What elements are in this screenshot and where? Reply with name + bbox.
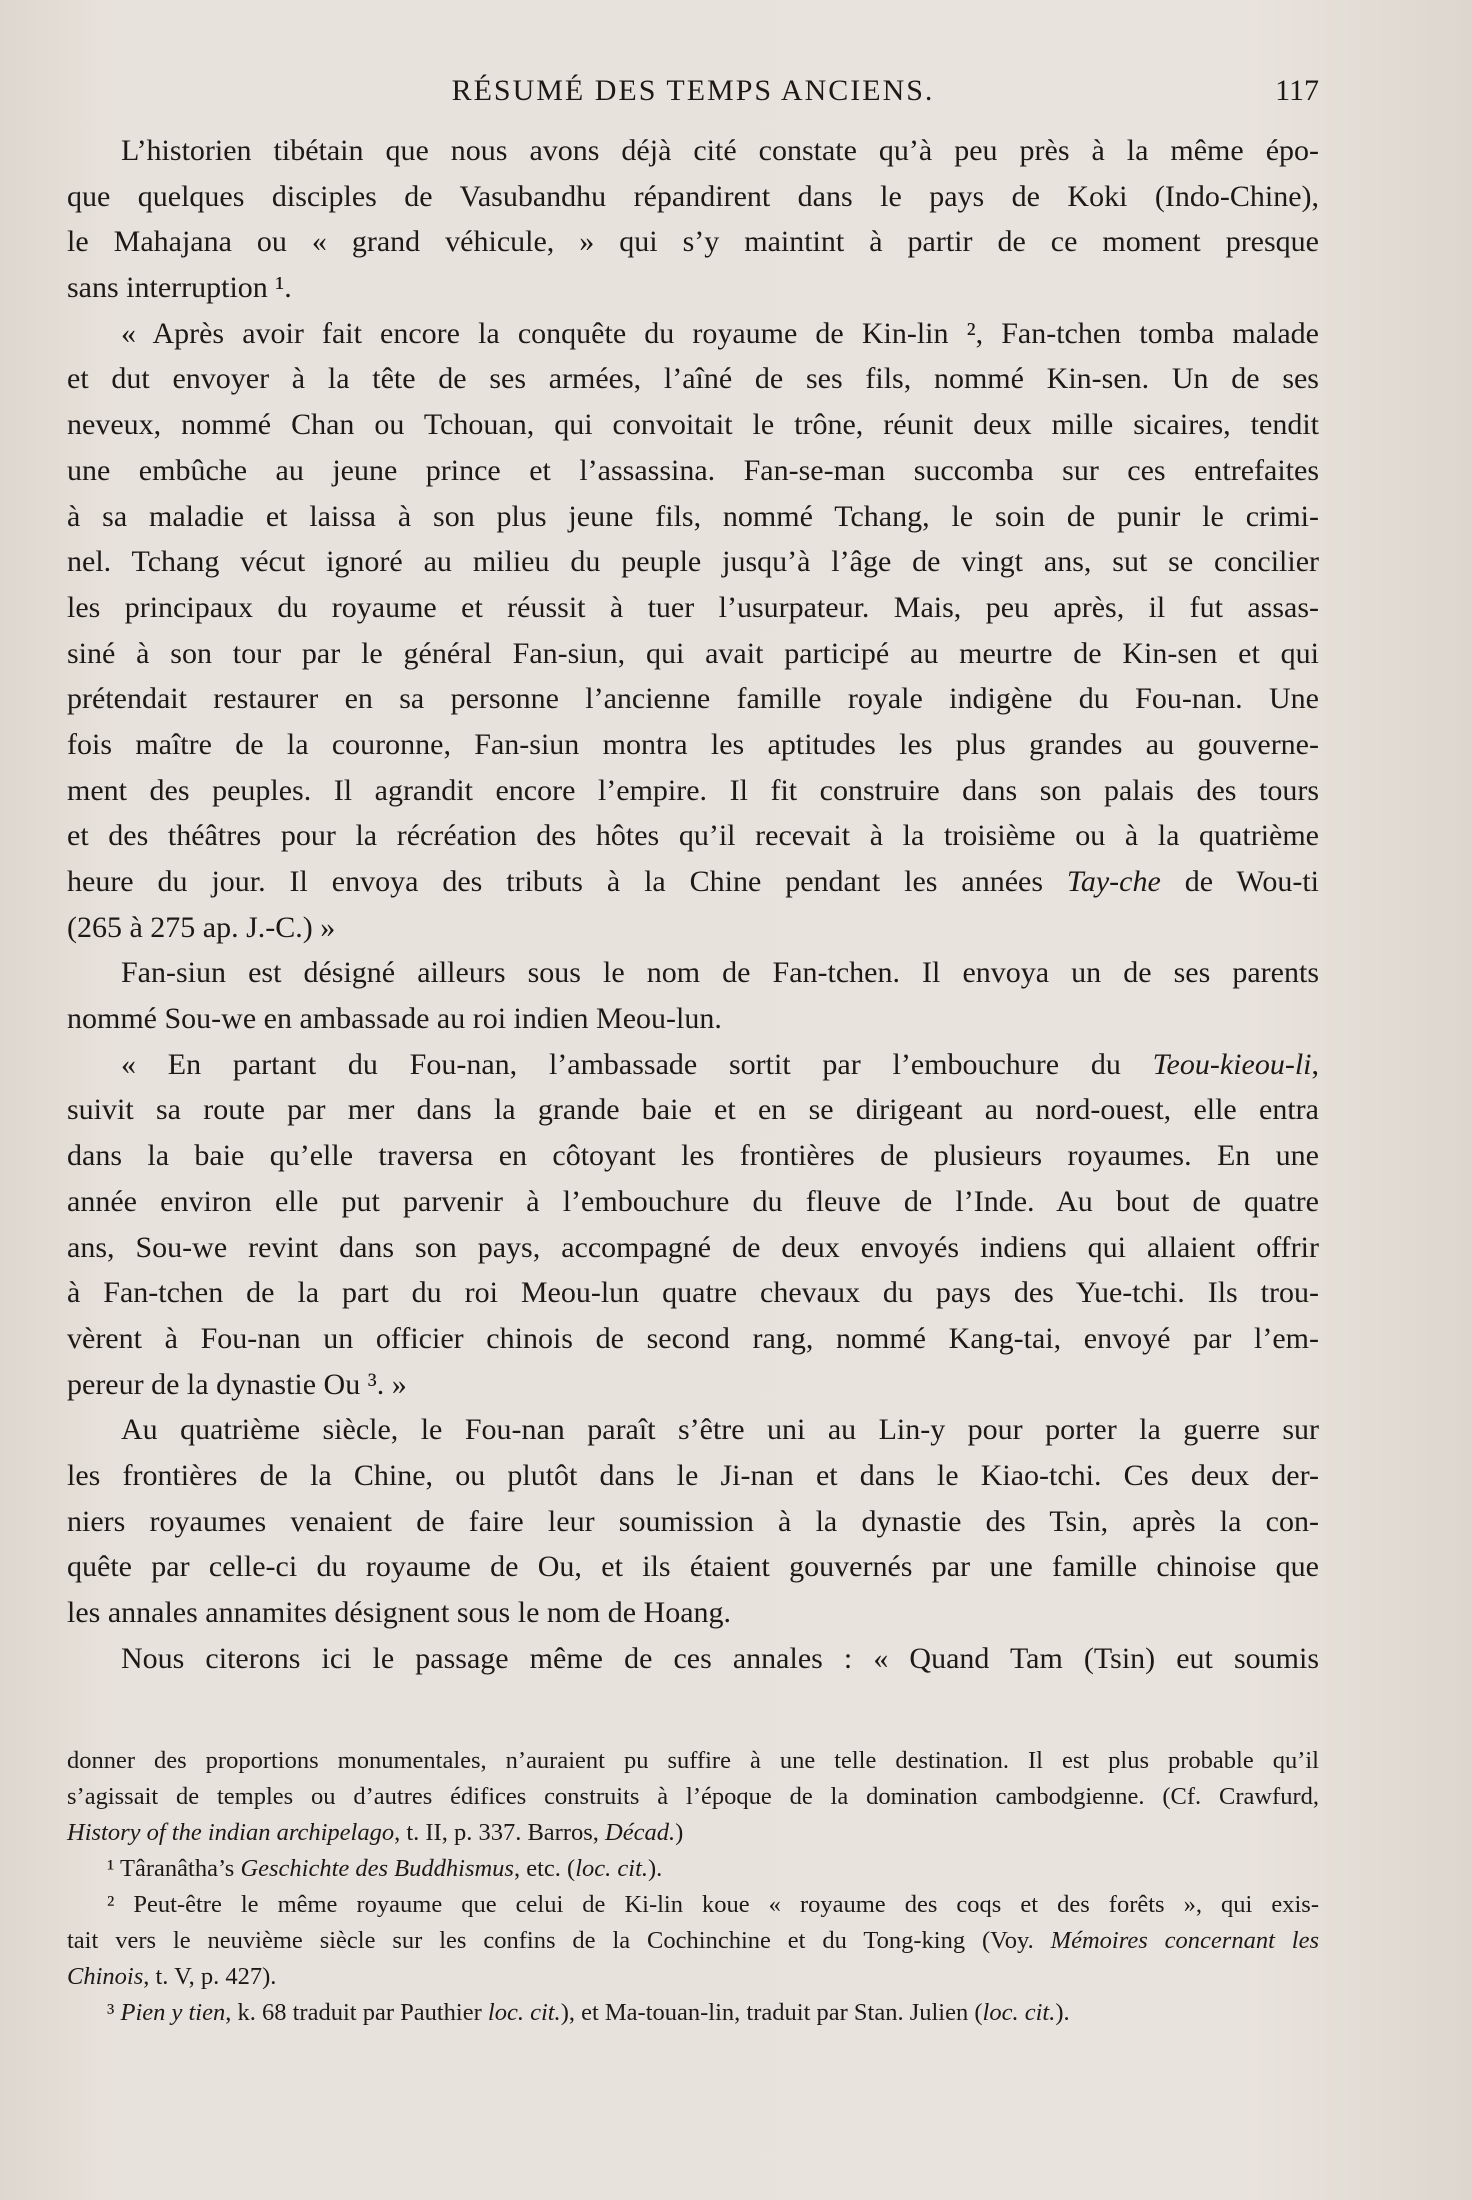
text-line <box>67 448 1319 494</box>
italic-text: Teou-kieou-li <box>1152 1047 1312 1081</box>
text-segment: ² Peut-être le même royaume que celui de Ki-lin koue « royaume des coqs et des forêts », qui exis- <box>107 1891 1319 1918</box>
text-segment: à Fan-tchen de la part du roi Meou-lun quatre chevaux du pays des Yue-tchi. Ils trou- <box>67 1276 1319 1310</box>
text-segment: dans la baie qu’elle traversa en côtoyant les frontières de plusieurs royaumes. En une <box>67 1139 1319 1173</box>
text-line <box>67 1499 1319 1545</box>
text-segment: et dut envoyer à la tête de ses armées, l’aîné de ses fils, nommé Kin-sen. Un de ses <box>67 362 1319 396</box>
italic-text: loc. cit. <box>575 1855 648 1882</box>
italic-text: loc. cit. <box>487 1999 561 2026</box>
text-line <box>67 128 1319 174</box>
page-number: 117 <box>1275 74 1319 107</box>
text-segment: les principaux du royaume et réussit à tuer l’usurpateur. Mais, peu après, il fut assas- <box>67 590 1319 624</box>
text-line <box>67 219 1319 265</box>
text-segment: « Après avoir fait encore la conquête du royaume de Kin-lin ², Fan-tchen tomba malade <box>121 316 1319 350</box>
text-line <box>67 1042 1319 1088</box>
italic-text: Chinois <box>67 1963 144 1990</box>
text-segment: nel. Tchang vécut ignoré au milieu du peuple jusqu’à l’âge de vingt ans, sut se concilier <box>67 545 1319 579</box>
text-line <box>67 494 1319 540</box>
text-line <box>67 174 1319 220</box>
text-segment: , t. II, p. 337. Barros, <box>394 1819 606 1846</box>
text-segment: ). <box>1055 1999 1070 2026</box>
text-segment: tait vers le neuvième siècle sur les confins de la Cochinchine et du Tong-king (Voy. <box>67 1927 1051 1954</box>
text-line <box>67 1133 1319 1179</box>
text-segment: , k. 68 traduit par Pauthier <box>225 1999 488 2026</box>
main-text <box>67 128 1319 1681</box>
footnote-line <box>67 1995 1319 2031</box>
text-line <box>67 1362 1319 1408</box>
italic-text: Décad. <box>605 1819 676 1846</box>
text-segment: quête par celle-ci du royaume de Ou, et ils étaient gouvernés par une famille chinoise que <box>67 1550 1319 1584</box>
text-line <box>67 1179 1319 1225</box>
italic-text: Pien y tien <box>120 1999 226 2026</box>
text-segment: , etc. ( <box>513 1855 576 1882</box>
text-line <box>67 1316 1319 1362</box>
text-segment: pereur de la dynastie Ou ³. » <box>67 1367 407 1401</box>
italic-text: loc. cit. <box>982 1999 1056 2026</box>
text-line <box>67 1590 1319 1636</box>
text-segment: et des théâtres pour la récréation des hôtes qu’il recevait à la troisième ou à la quatrième <box>67 819 1319 853</box>
footnote-line <box>67 1959 1319 1995</box>
text-segment: neveux, nommé Chan ou Tchouan, qui convoitait le trône, réunit deux mille sicaires, tendit <box>67 408 1319 442</box>
text-segment: sans interruption ¹. <box>67 271 292 305</box>
text-segment: , t. V, p. 427). <box>143 1963 277 1990</box>
text-segment: ¹ Târanâtha’s <box>107 1855 241 1882</box>
text-line <box>67 1225 1319 1271</box>
text-segment: donner des proportions monumentales, n’auraient pu suffire à une telle destination. Il est plus probable qu’il <box>67 1747 1319 1774</box>
italic-text: History of the indian archipelago <box>67 1819 395 1846</box>
footnote-line <box>67 1815 1319 1851</box>
text-segment: que quelques disciples de Vasubandhu répandirent dans le pays de Koki (Indo-Chine), <box>67 179 1319 213</box>
text-segment: heure du jour. Il envoya des tributs à la Chine pendant les années <box>67 865 1067 898</box>
running-title: RÉSUMÉ DES TEMPS ANCIENS. <box>451 74 935 107</box>
text-line <box>67 585 1319 631</box>
text-segment: les frontières de la Chine, ou plutôt dans le Ji-nan et dans le Kiao-tchi. Ces deux der- <box>67 1458 1319 1492</box>
text-line <box>67 950 1319 996</box>
text-line <box>67 1270 1319 1316</box>
text-line <box>67 265 1319 311</box>
footnote-line <box>67 1851 1319 1887</box>
footnote-line <box>67 1779 1319 1815</box>
text-segment: Nous citerons ici le passage même de ces annales : « Quand Tam (Tsin) eut soumis <box>121 1641 1319 1675</box>
text-segment: niers royaumes venaient de faire leur soumission à la dynastie des Tsin, après la con- <box>67 1504 1319 1538</box>
text-segment: ). <box>648 1855 663 1882</box>
footnote-line <box>67 1743 1319 1779</box>
text-line <box>67 356 1319 402</box>
text-segment: , <box>1311 1047 1319 1081</box>
footnote-line <box>67 1887 1319 1923</box>
text-segment: les annales annamites désignent sous le nom de Hoang. <box>67 1596 732 1629</box>
text-line <box>67 722 1319 768</box>
text-line <box>67 1087 1319 1133</box>
text-segment: suivit sa route par mer dans la grande baie et en se dirigeant au nord-ouest, elle entra <box>67 1093 1319 1127</box>
text-segment: s’agissait de temples ou d’autres édifices construits à l’époque de la domination cambodgienne. (Cf. Crawfurd, <box>67 1783 1319 1810</box>
text-segment: ³ <box>107 1999 121 2026</box>
italic-text: Geschichte des Buddhismus <box>240 1855 514 1882</box>
footnote-line <box>67 1923 1319 1959</box>
text-line <box>67 1407 1319 1453</box>
text-segment: de Wou-ti <box>1160 865 1319 898</box>
text-segment: (265 à 275 ap. J.-C.) » <box>67 910 336 944</box>
text-segment: fois maître de la couronne, Fan-siun montra les aptitudes les plus grandes au gouverne- <box>67 727 1319 761</box>
text-line <box>67 905 1319 951</box>
text-segment: ment des peuples. Il agrandit encore l’empire. Il fit construire dans son palais des tours <box>67 773 1319 807</box>
page-header <box>67 74 1319 114</box>
text-segment: une embûche au jeune prince et l’assassina. Fan-se-man succomba sur ces entrefaites <box>67 453 1319 487</box>
italic-text: Mémoires concernant les <box>1050 1927 1320 1954</box>
text-segment: ), et Ma-touan-lin, traduit par Stan. Julien ( <box>560 1999 983 2026</box>
text-line <box>67 768 1319 814</box>
footnotes <box>67 1743 1319 2031</box>
text-segment: siné à son tour par le général Fan-siun, qui avait participé au meurtre de Kin-sen et qui <box>67 636 1319 670</box>
text-segment: ans, Sou-we revint dans son pays, accompagné de deux envoyés indiens qui allaient offrir <box>67 1230 1319 1264</box>
text-line <box>67 311 1319 357</box>
text-line <box>67 402 1319 448</box>
text-line <box>67 1636 1319 1682</box>
text-segment: année environ elle put parvenir à l’embouchure du fleuve de l’Inde. Au bout de quatre <box>67 1184 1319 1218</box>
text-segment: L’historien tibétain que nous avons déjà cité constate qu’à peu près à la même épo- <box>121 134 1319 167</box>
text-segment: ) <box>675 1819 684 1846</box>
text-line <box>67 1544 1319 1590</box>
text-segment: nommé Sou-we en ambassade au roi indien Meou-lun. <box>67 1002 722 1036</box>
text-line <box>67 996 1319 1042</box>
text-line <box>67 539 1319 585</box>
text-segment: « En partant du Fou-nan, l’ambassade sortit par l’embouchure du <box>121 1047 1153 1081</box>
text-segment: le Mahajana ou « grand véhicule, » qui s’y maintint à partir de ce moment presque <box>67 225 1319 259</box>
text-line <box>67 676 1319 722</box>
text-segment: vèrent à Fou-nan un officier chinois de second rang, nommé Kang-tai, envoyé par l’em- <box>67 1321 1319 1355</box>
text-line <box>67 1453 1319 1499</box>
text-segment: Au quatrième siècle, le Fou-nan paraît s’être uni au Lin-y pour porter la guerre sur <box>121 1413 1319 1447</box>
text-segment: Fan-siun est désigné ailleurs sous le nom de Fan-tchen. Il envoya un de ses parents <box>121 956 1319 990</box>
text-line <box>67 813 1319 859</box>
text-segment: prétendait restaurer en sa personne l’ancienne famille royale indigène du Fou-nan. Une <box>67 682 1319 716</box>
text-line <box>67 859 1319 905</box>
text-line <box>67 631 1319 677</box>
text-segment: à sa maladie et laissa à son plus jeune fils, nommé Tchang, le soin de punir le crimi- <box>67 499 1319 533</box>
italic-text: Tay-che <box>1066 865 1161 898</box>
